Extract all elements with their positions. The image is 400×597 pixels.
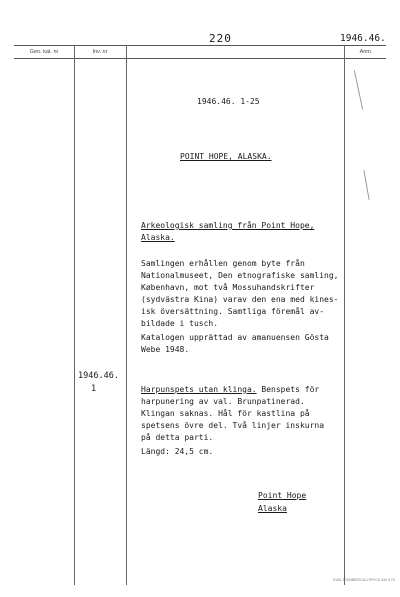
column-divider-right [344, 45, 345, 585]
paragraph-line: bildade i tusch. [141, 319, 219, 328]
paragraph-line: København, mot två Mossuhandskrifter [141, 283, 315, 292]
column-header-gen-kat-nr: Gen. kat. nr [29, 49, 59, 55]
signature-line-1: Point Hope [258, 491, 307, 500]
column-header-anm: Anm. [359, 49, 373, 55]
entry-first-line-rest: Benspets för [256, 385, 320, 394]
paragraph-line: Nationalmuseet, Den etnografiske samling, [141, 271, 339, 280]
entry-first-line [141, 384, 319, 396]
entry-line: på detta parti. [141, 433, 214, 442]
header-top-rule [14, 45, 386, 46]
inv-number: 1946.46. [78, 371, 119, 381]
signature-line-2: Alaska [258, 504, 287, 513]
entry-line: Klingan saknas. Hål för kastlina på [141, 409, 310, 418]
paragraph-line: Samlingen erhållen genom byte från [141, 259, 305, 268]
remark-tick [354, 70, 363, 109]
column-divider-left [74, 45, 75, 585]
entry-line: Längd: 24,5 cm. [141, 447, 214, 456]
paragraph-line: Webe 1948. [141, 345, 190, 354]
entry-title: Harpunspets utan klinga. [141, 385, 257, 394]
item-number: 1 [91, 384, 97, 394]
printer-footer: SVAL STANBERG ALLTRYCK 444 9 70 [333, 578, 395, 582]
column-divider-middle [126, 45, 127, 585]
paragraph-line: (sydvästra Kina) varav den ena med kines- [141, 295, 339, 304]
paragraph-line: isk översättning. Samtliga föremål av- [141, 307, 325, 316]
collection-title-line-2: Alaska. [141, 233, 175, 242]
catalog-number-top-right: 1946.46. [340, 33, 386, 44]
place-heading: POINT HOPE, ALASKA. [180, 152, 272, 161]
entry-line: harpunering av val. Brunpatinerad. [141, 397, 305, 406]
collection-title-line-1: Arkeologisk samling från Point Hope, [141, 221, 315, 230]
entry-line: spetsens övre del. Två linjer inskurna [141, 421, 325, 430]
header-bottom-rule [14, 58, 386, 59]
range-title: 1946.46. 1-25 [197, 97, 260, 106]
column-header-inv-nr: Inv. nr [92, 49, 108, 55]
page-number: 220 [209, 32, 232, 45]
paragraph-line: Katalogen upprättad av amanuensen Gösta [141, 333, 329, 342]
remark-tick [363, 170, 369, 200]
